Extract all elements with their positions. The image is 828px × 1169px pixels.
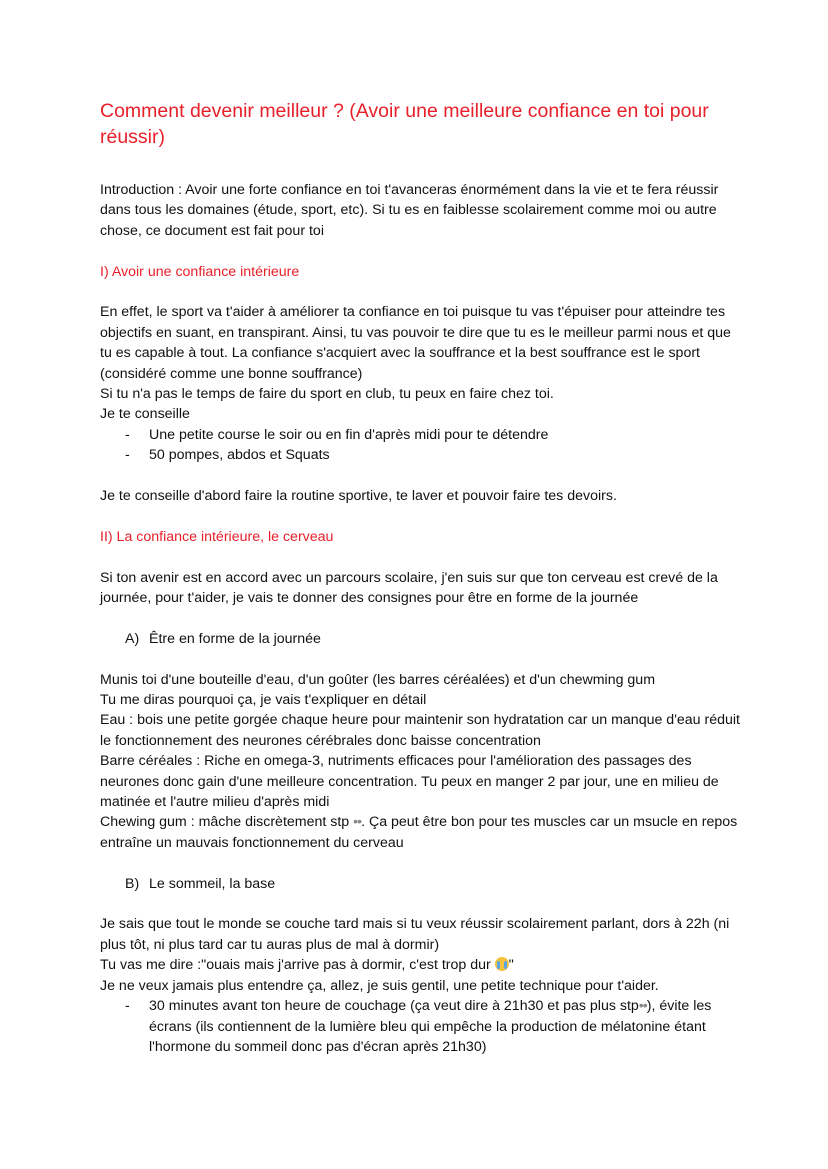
- section-1-line: Si tu n'a pas le temps de faire du sport en club, tu peux en faire chez toi.: [100, 386, 554, 403]
- subsection-a-line: Chewing gum : mâche discrètement stp ••. Ça peut être bon pour tes muscles car un msucle en repos entraîne un mauvais fonctionnement du cerveau: [100, 814, 738, 851]
- section-2-heading: II) La confiance intérieure, le cerveau: [100, 528, 334, 545]
- subsection-a-line: Munis toi d'une bouteille d'eau, d'un goûter (les barres céréalées) et d'un chewming gum: [100, 671, 656, 688]
- subsection-a-heading: A) Être en forme de la journée: [125, 630, 321, 647]
- dash-bullet-icon: -: [125, 998, 130, 1015]
- dash-bullet-icon: -: [125, 447, 130, 464]
- section-2-paragraph: Si ton avenir est en accord avec un parcours scolaire, j'en suis sur que ton cerveau est crevé de la journée, pour t'aider, je vais te donner des consignes pour être en forme de la journée: [100, 569, 718, 607]
- subsection-b-heading: B) Le sommeil, la base: [125, 875, 276, 892]
- list-item: - 30 minutes avant ton heure de couchage (ça veut dire à 21h30 et pas plus stp••), évite les écrans (ils contiennent de la lumière bleu qui empêche la production de mélatonine étant l'hormone du sommeil donc pas d'écran après 21h30): [125, 998, 712, 1055]
- subsection-b-line: Je ne veux jamais plus entendre ça, allez, je suis gentil, une petite technique pour t'aider.: [100, 977, 659, 994]
- section-1-paragraph: En effet, le sport va t'aider à améliorer ta confiance en toi puisque tu vas t'épuiser pour atteindre tes objectifs en suant, en transpirant. Ainsi, tu vas pouvoir te dire que tu es le meilleur parmi nous et que tu es capable à tout. La confiance s'acquiert avec la souffrance et la best souffrance est le sport (considéré comme une bonne souffrance): [100, 304, 731, 382]
- eyes-emoji-icon: ••: [638, 998, 647, 1015]
- section-1-closing: Je te conseille d'abord faire la routine sportive, te laver et pouvoir faire tes devoirs.: [100, 488, 617, 505]
- eyes-emoji-icon: ••: [353, 814, 362, 831]
- subsection-a-line: Barre céréales : Riche en omega-3, nutriments efficaces pour l'amélioration des passages des neurones donc gain d'une meilleure concentration. Tu peux en manger 2 par jour, une en milieu de matinée et l'autre milieu d'après midi: [100, 753, 719, 811]
- crying-face-emoji-icon: [495, 957, 509, 971]
- document-title: Comment devenir meilleur ? (Avoir une meilleure confiance en toi pour réussir): [100, 100, 709, 148]
- document-page: [100, 98, 740, 1057]
- subsection-b-line: Je sais que tout le monde se couche tard mais si tu veux réussir scolairement parlant, dors à 22h (ni plus tôt, ni plus tard car tu auras plus de mal à dormir): [100, 916, 730, 953]
- section-1-line: Je te conseille: [100, 406, 190, 423]
- list-item: - 50 pompes, abdos et Squats: [100, 445, 740, 465]
- list-item: - Une petite course le soir ou en fin d'après midi pour te détendre: [100, 425, 740, 445]
- dash-bullet-icon: -: [125, 426, 130, 443]
- subsection-a-line: Tu me diras pourquoi ça, je vais t'expliquer en détail: [100, 692, 427, 709]
- subsection-a-line: Eau : bois une petite gorgée chaque heure pour maintenir son hydratation car un manque d'eau réduit le fonctionnement des neurones cérébrales donc baisse concentration: [100, 712, 741, 749]
- subsection-b-list: [100, 996, 740, 1057]
- section-1-heading: I) Avoir une confiance intérieure: [100, 263, 300, 280]
- intro-paragraph: Introduction : Avoir une forte confiance en toi t'avanceras énormément dans la vie et te fera réussir dans tous les domaines (étude, sport, etc). Si tu es en faiblesse scolairement comme moi ou autre chose, ce document est fait pour toi: [100, 182, 719, 239]
- section-1-list: [100, 425, 740, 466]
- subsection-b-line: Tu vas me dire :"ouais mais j'arrive pas à dormir, c'est trop dur ": [100, 957, 514, 974]
